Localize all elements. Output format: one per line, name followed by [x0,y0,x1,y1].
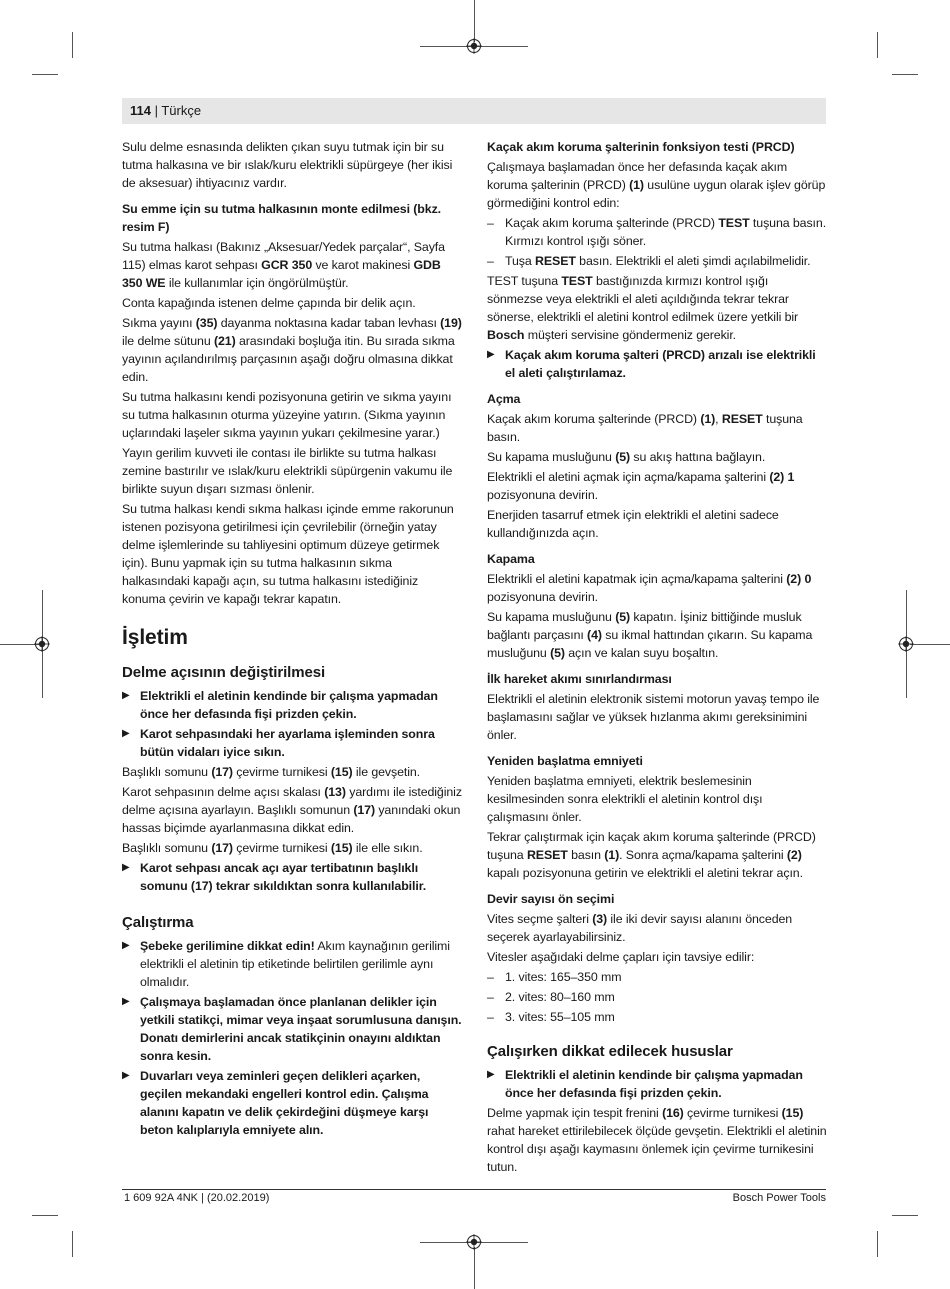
paragraph: Su tutma halkası kendi sıkma halkası içinde emme rakorunun istenen pozisyona getirilmesi için çevrilebilir (örneğin yatay delme işlemlerinde su tahliyesini optimum düzeye getirmek için). Bunu yapmak için su tutma halkasının sıkma halkasındaki kapağı açın, su tutma halkasını istediğiniz konuma çevirin ve kapağı tekrar kapatın. [122,502,454,606]
registration-mark-icon [466,1234,482,1250]
paragraph: Yeniden başlatma emniyeti, elektrik beslemesinin kesilmesinden sonra elektrikli el aletinin kontrol dışı çalışmasını önler. [487,774,763,824]
gear-item: – 2. vites: 80–160 mm [487,988,827,1006]
dash-item: – Kaçak akım koruma şalterinde (PRCD) TEST tuşuna basın. Kırmızı kontrol ışığı söner. [487,214,827,250]
header-language: Türkçe [161,103,202,118]
footer-rule [122,1189,826,1190]
paragraph: Çalışmaya başlamadan önce her defasında kaçak akım koruma şalterinin (PRCD) (1) usulüne uygun olarak işlev görüp görmediğini kontrol edin: [487,160,826,210]
paragraph: Başlıklı somunu (17) çevirme turnikesi (15) ile gevşetin. [122,765,421,779]
crop-mark [892,1215,918,1216]
gear-item: – 3. vites: 55–105 mm [487,1008,827,1026]
footer-doc-id: 1 609 92A 4NK | (20.02.2019) [124,1192,270,1204]
section-heading: Kapama [487,552,535,566]
page-number: 114 [130,103,151,118]
paragraph: Tekrar çalıştırmak için kaçak akım koruma şalterinde (PRCD) tuşuna RESET basın (1). Sonra açma/kapama şalterini (2) kapalı pozisyonuna getirin ve elektrikli el aletini tekrar açın. [487,830,816,880]
crop-mark [474,1247,475,1289]
crop-mark [72,32,73,58]
section-title: Delme açısının değiştirilmesi [122,664,326,681]
page-header [122,98,826,124]
warning-item: ▶ Karot sehpasındaki her ayarlama işleminden sonra bütün vidaları iyice sıkın. [122,725,462,761]
section-heading: Kaçak akım koruma şalterinin fonksiyon testi (PRCD) [487,140,795,154]
section-title: Çalıştırma [122,914,194,931]
warning-item: ▶ Duvarları veya zeminleri geçen delikleri açarken, geçilen mekandaki engelleri kontrol edin. Çalışma alanını kapatın ve delik çekirdeğini düşmeye karşı beton kalıplarıyla emniyete alın. [122,1067,462,1139]
section-title: Çalışırken dikkat edilecek hususlar [487,1043,733,1060]
registration-mark-icon [34,636,50,652]
paragraph: Delme yapmak için tespit frenini (16) çevirme turnikesi (15) rahat hareket ettirilebilecek ölçüde gevşetin. Elektrikli el aletinin kontrol dışı aşağı kaymasını önlemek için çevirme turnikesini tutun. [487,1106,827,1174]
paragraph: Su kapama musluğunu (5) kapatın. İşiniz bittiğinde musluk bağlantı parçasını (4) su ikmal hattından çıkarın. Su kapama musluğunu (5) açın ve kalan suyu boşaltın. [487,610,813,660]
paragraph: TEST tuşuna TEST bastığınızda kırmızı kontrol ışığı sönmezse veya elektrikli el aleti açıldığında tekrar tekrar sönerse, elektrikli el aletini kontrol edilmek üzere yetkili bir Bosch müşteri servisine göndermeniz gerekir. [487,274,799,342]
registration-mark-icon [466,38,482,54]
paragraph: Yayın gerilim kuvveti ile contası ile birlikte su tutma halkası zemine bastırılır ve ıslak/kuru elektrikli süpürgenin vakumu ile birlikte suyun dışarı sızması önlenir. [122,446,453,496]
chapter-title: İşletim [122,626,188,649]
paragraph: Conta kapağında istenen delme çapında bir delik açın. [122,296,416,310]
left-column [122,138,462,1141]
warning-item: ▶ Kaçak akım koruma şalteri (PRCD) arızalı ise elektrikli el aleti çalıştırılamaz. [487,346,827,382]
paragraph: Elektrikli el aletini açmak için açma/kapama şalterini (2) 1 pozisyonuna devirin. [487,470,795,502]
paragraph: Sıkma yayını (35) dayanma noktasına kadar taban levhası (19) ile delme sütunu (21) arasındaki boşluğa itin. Bu sırada sıkma yayının açılandırılmış parçasının aşağı doğru olmasına dikkat edin. [122,316,462,384]
crop-mark [474,0,475,42]
paragraph: Kaçak akım koruma şalterinde (PRCD) (1), RESET tuşuna basın. [487,412,803,444]
paragraph: Sulu delme esnasında delikten çıkan suyu tutmak için bir su tutma halkasına ve bir ıslak/kuru elektrikli süpürgeye (her ikisi de aksesuar) ihtiyacınız vardır. [122,140,453,190]
crop-mark [32,1215,58,1216]
paragraph: Vitesler aşağıdaki delme çapları için tavsiye edilir: [487,950,755,964]
paragraph: Enerjiden tasarruf etmek için elektrikli el aletini sadece kullandığınızda açın. [487,508,779,540]
warning-item: ▶ Elektrikli el aletinin kendinde bir çalışma yapmadan önce her defasında fişi prizden çekin. [122,687,462,723]
footer-brand: Bosch Power Tools [732,1192,826,1204]
section-heading: İlk hareket akımı sınırlandırması [487,672,672,686]
paragraph: Elektrikli el aletinin elektronik sistemi motorun yavaş tempo ile başlamasını sağlar ve yüksek hızlanma akımı gereksinimini önler. [487,692,820,742]
warning-item: ▶ Karot sehpası ancak açı ayar tertibatının başlıklı somunu (17) tekrar sıkıldıktan sonra kullanılabilir. [122,859,462,895]
section-heading: Yeniden başlatma emniyeti [487,754,643,768]
warning-item: ▶ Şebeke gerilimine dikkat edin! Akım kaynağının gerilimi elektrikli el aletinin tip etiketinde belirtilen gerilimle aynı olmalıdır. [122,937,462,991]
paragraph: Su tutma halkası (Bakınız „Aksesuar/Yedek parçalar“, Sayfa 115) elmas karot sehpası GCR 350 ve karot makinesi GDB 350 WE ile kullanımlar için öngörülmüştür. [122,240,445,290]
crop-mark [877,1231,878,1257]
gear-item: – 1. vites: 165–350 mm [487,968,827,986]
section-heading: Devir sayısı ön seçimi [487,892,615,906]
paragraph: Su kapama musluğunu (5) su akış hattına bağlayın. [487,450,766,464]
paragraph: Karot sehpasının delme açısı skalası (13) yardımı ile istediğiniz delme açısına ayarlayın. Başlıklı somunun (17) yanındaki okun hassas biçimde ayarlanmasına dikkat edin. [122,785,462,835]
warning-item: ▶ Çalışmaya başlamadan önce planlanan delikler için yetkili statikçi, mimar veya inşaat sorumlusuna danışın. Donatı demirlerini ancak statikçinin onayını aldıktan sonra kesin. [122,993,462,1065]
paragraph: Elektrikli el aletini kapatmak için açma/kapama şalterini (2) 0 pozisyonuna devirin. [487,572,812,604]
section-heading: Açma [487,392,521,406]
crop-mark [910,644,950,645]
paragraph: Başlıklı somunu (17) çevirme turnikesi (15) ile elle sıkın. [122,841,423,855]
dash-item: – Tuşa RESET basın. Elektrikli el aleti şimdi açılabilmelidir. [487,252,827,270]
crop-mark [877,32,878,58]
paragraph: Su tutma halkasını kendi pozisyonuna getirin ve sıkma yayını su tutma halkasının oturma yüzeyine yatırın. (Sıkma yayının uçlarındaki laşeler sıkma yayının yukarı çekilmesine yarar.) [122,390,452,440]
crop-mark [72,1231,73,1257]
crop-mark [32,74,58,75]
paragraph: Vites seçme şalteri (3) ile iki devir sayısı alanını önceden seçerek ayarlayabilirsiniz. [487,912,793,944]
registration-mark-icon [898,636,914,652]
right-column [487,138,827,1178]
warning-item: ▶ Elektrikli el aletinin kendinde bir çalışma yapmadan önce her defasında fişi prizden çekin. [487,1066,827,1102]
section-heading: Su emme için su tutma halkasının monte edilmesi (bkz. resim F) [122,202,442,234]
crop-mark [892,74,918,75]
header-text: 114 | Türkçe [130,103,202,118]
